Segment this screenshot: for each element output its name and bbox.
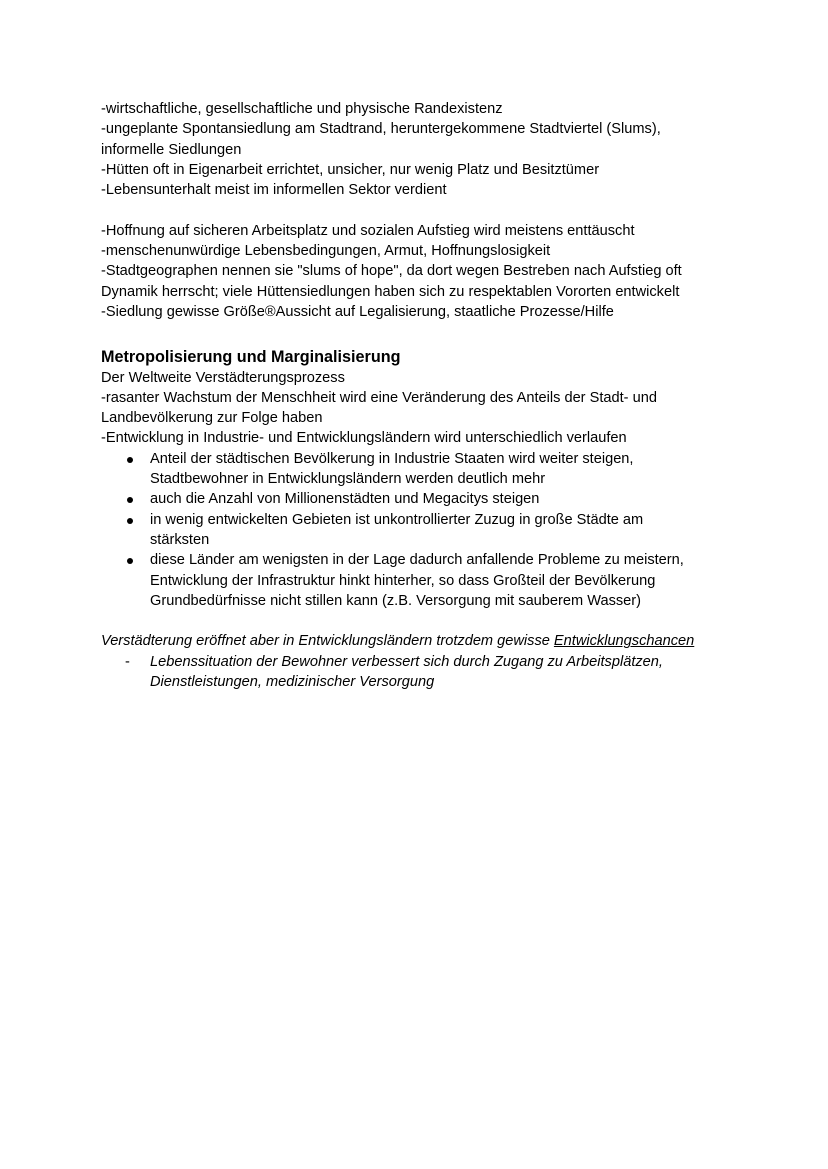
list-item <box>101 550 741 611</box>
text-line: -Siedlung gewisse Größe®Aussicht auf Legalisierung, staatliche Prozesse/Hilfe <box>101 303 614 320</box>
list-item <box>101 489 741 509</box>
section-slum-characteristics <box>101 99 741 200</box>
list-item-line: Lebenssituation der Bewohner verbessert sich durch Zugang zu Arbeitsplätzen, <box>150 653 663 670</box>
bullet-icon <box>127 518 133 524</box>
bullet-icon <box>127 497 133 503</box>
list-item <box>101 652 741 693</box>
paragraph-gap <box>101 200 741 220</box>
bullet-list <box>101 449 741 611</box>
text-line: -wirtschaftliche, gesellschaftliche und physische Randexistenz <box>101 101 503 117</box>
text-line: -Hoffnung auf sicheren Arbeitsplatz und sozialen Aufstieg wird meistens enttäuscht <box>101 222 635 239</box>
bullet-icon <box>127 558 133 564</box>
text-line: -Entwicklung in Industrie- und Entwicklungsländern wird unterschiedlich verlaufen <box>101 430 627 447</box>
list-item-line: Dienstleistungen, medizinischer Versorgung <box>150 674 435 691</box>
text-line: -rasanter Wachstum der Menschheit wird eine Veränderung des Anteils der Stadt- und <box>101 389 657 406</box>
closing-statement <box>101 631 741 651</box>
section-urbanization <box>101 368 741 449</box>
document-content <box>101 99 741 692</box>
paragraph-gap <box>101 322 741 342</box>
dash-list <box>101 652 741 693</box>
text-line: Der Weltweite Verstädterungsprozess <box>101 369 345 386</box>
text-line: -Stadtgeographen nennen sie "slums of hope", da dort wegen Bestreben nach Aufstieg oft <box>101 263 682 280</box>
text-line: Landbevölkerung zur Folge haben <box>101 410 323 427</box>
list-item-line: diese Länder am wenigsten in der Lage dadurch anfallende Probleme zu meistern, <box>150 552 684 569</box>
section-slums-of-hope <box>101 221 741 322</box>
text-line: informelle Siedlungen <box>101 141 242 158</box>
closing-prefix: Verstädterung eröffnet aber in Entwicklungsländern trotzdem gewisse <box>101 633 554 650</box>
list-item <box>101 449 741 490</box>
list-item-line: stärksten <box>150 531 210 548</box>
text-line: Dynamik herrscht; viele Hüttensiedlungen haben sich zu respektablen Vororten entwickelt <box>101 283 680 300</box>
section-heading: Metropolisierung und Marginalisierung <box>101 347 401 366</box>
list-item <box>101 510 741 551</box>
closing-underlined-term: Entwicklungschancen <box>553 633 695 650</box>
text-line: -menschenunwürdige Lebensbedingungen, Armut, Hoffnungslosigkeit <box>101 243 551 260</box>
list-item-line: Entwicklung der Infrastruktur hinkt hinterher, so dass Großteil der Bevölkerung <box>150 572 656 589</box>
dash-icon: - <box>125 653 130 670</box>
list-item-line: Stadtbewohner in Entwicklungsländern werden deutlich mehr <box>150 471 546 488</box>
paragraph-gap <box>101 611 741 631</box>
text-line: -Lebensunterhalt meist im informellen Sektor verdient <box>101 182 447 199</box>
list-item-line: Grundbedürfnisse nicht stillen kann (z.B. Versorgung mit sauberem Wasser) <box>150 592 641 609</box>
text-line: -ungeplante Spontansiedlung am Stadtrand, heruntergekommene Stadtviertel (Slums), <box>101 121 661 138</box>
text-line: -Hütten oft in Eigenarbeit errichtet, unsicher, nur wenig Platz und Besitztümer <box>101 161 600 178</box>
bullet-icon <box>127 457 133 463</box>
list-item-line: in wenig entwickelten Gebieten ist unkontrollierter Zuzug in große Städte am <box>150 511 644 528</box>
list-item-line: auch die Anzahl von Millionenstädten und Megacitys steigen <box>150 491 540 508</box>
list-item-line: Anteil der städtischen Bevölkerung in Industrie Staaten wird weiter steigen, <box>150 450 634 467</box>
